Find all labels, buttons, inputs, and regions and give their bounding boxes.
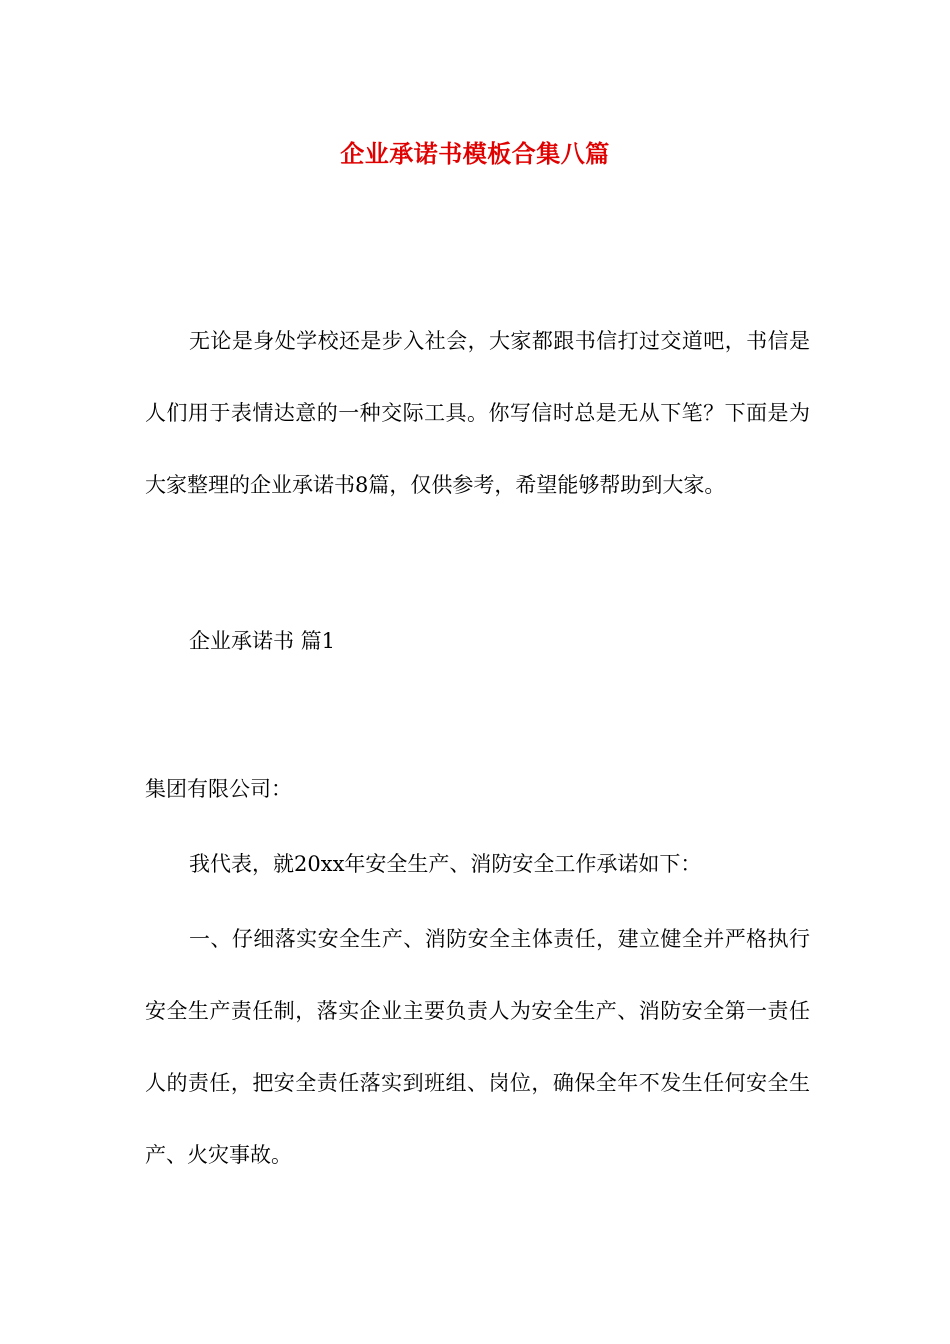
salutation: 集团有限公司： <box>145 777 292 801</box>
statement-paragraph: 我代表，就20xx年安全生产、消防安全工作承诺如下： <box>189 852 702 876</box>
item-1-paragraph: 一、仔细落实安全生产、消防安全主体责任，建立健全并严格执行安全生产责任制，落实企业主要负责人为安全生产、消防安全第一责任人的责任，把安全责任落实到班组、岗位，确保全年不发生任何安全生产、火灾事故。 <box>145 927 810 1167</box>
document-title: 企业承诺书模板合集八篇 <box>340 139 610 168</box>
intro-paragraph: 无论是身处学校还是步入社会，大家都跟书信打过交道吧，书信是人们用于表情达意的一种交际工具。你写信时总是无从下笔？下面是为大家整理的企业承诺书8篇，仅供参考，希望能够帮助到大家。 <box>145 329 810 497</box>
section-heading: 企业承诺书 篇1 <box>189 629 336 653</box>
